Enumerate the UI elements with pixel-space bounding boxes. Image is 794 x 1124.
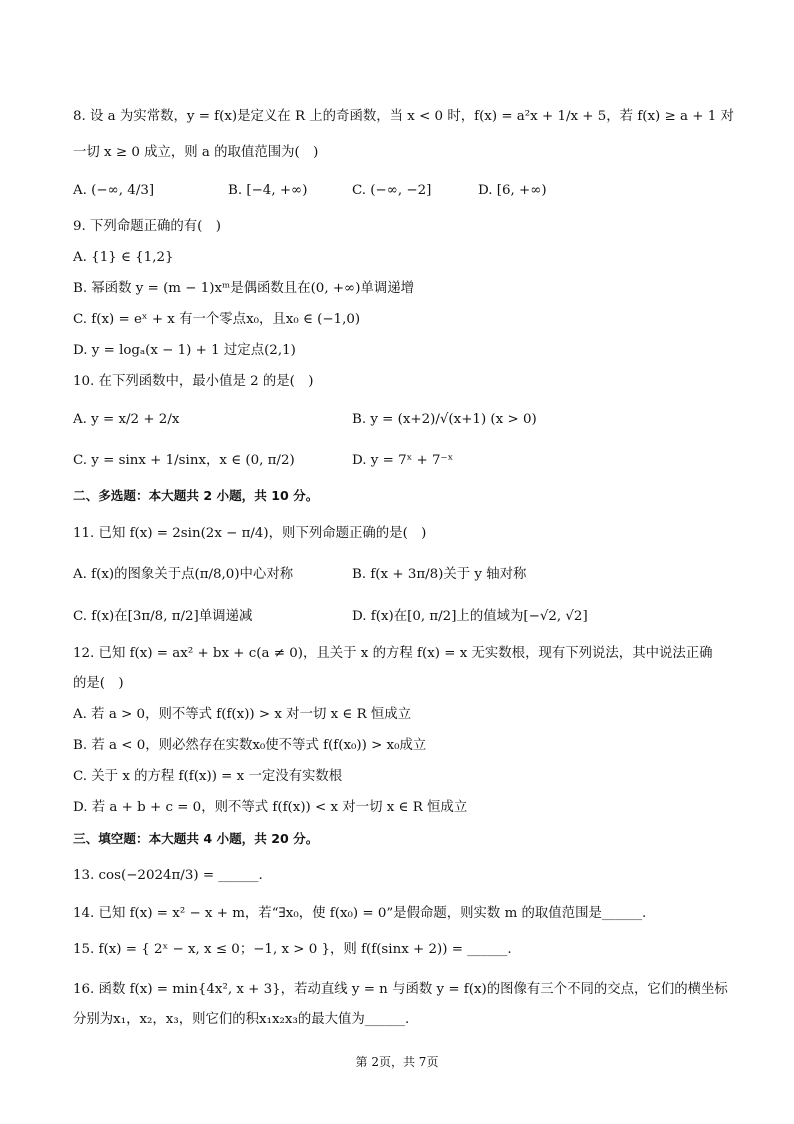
q10-option-a: A. y = x/2 + 2/x [73, 412, 180, 427]
q8-option-b: B. [−4, +∞) [228, 183, 308, 198]
q11-stem: 11. 已知 f(x) = 2sin(2x − π/4)，则下列命题正确的是( ) [73, 526, 427, 541]
q11-option-c: C. f(x)在[3π/8, π/2]单调递减 [73, 609, 253, 624]
q9-option-a: A. {1} ∈ {1,2} [73, 250, 174, 265]
q8-option-c: C. (−∞, −2] [352, 183, 432, 198]
q11-option-a: A. f(x)的图象关于点(π/8,0)中心对称 [73, 567, 294, 582]
q12-option-b: B. 若 a < 0，则必然存在实数x₀使不等式 f(f(x₀)) > x₀成立 [73, 738, 427, 753]
q8-option-a: A. (−∞, 4/3] [73, 183, 155, 198]
q8-stem-line2: 一切 x ≥ 0 成立，则 a 的取值范围为( ) [73, 145, 319, 160]
page-footer: 第 2页，共 7页 [355, 1055, 439, 1069]
q8-stem-line1: 8. 设 a 为实常数，y = f(x)是定义在 R 上的奇函数，当 x < 0 时，f(x) = a²x + 1/x + 5，若 f(x) ≥ a + 1 对 [73, 109, 734, 124]
section-3-heading: 三、填空题：本大题共 4 小题，共 20 分。 [73, 831, 319, 846]
q12-option-d: D. 若 a + b + c = 0，则不等式 f(f(x)) < x 对一切 x ∈ R 恒成立 [73, 800, 468, 815]
q12-option-c: C. 关于 x 的方程 f(f(x)) = x 一定没有实数根 [73, 769, 343, 784]
q9-option-b: B. 幂函数 y = (m − 1)xᵐ是偶函数且在(0, +∞)单调递增 [73, 281, 415, 296]
q8-option-d: D. [6, +∞) [478, 183, 547, 198]
q15: 15. f(x) = { 2ˣ − x, x ≤ 0；−1, x > 0 }，则 f(f(sinx + 2)) = ______. [73, 942, 512, 957]
q10-option-b: B. y = (x+2)/√(x+1) (x > 0) [352, 412, 537, 427]
q16-line2: 分别为x₁，x₂，x₃，则它们的积x₁x₂x₃的最大值为______. [73, 1012, 410, 1027]
q9-option-c: C. f(x) = eˣ + x 有一个零点x₀，且x₀ ∈ (−1,0) [73, 312, 361, 327]
q11-option-d: D. f(x)在[0, π/2]上的值域为[−√2, √2] [352, 609, 588, 624]
q12-stem-line1: 12. 已知 f(x) = ax² + bx + c(a ≠ 0)，且关于 x 的方程 f(x) = x 无实数根，现有下列说法，其中说法正确 [73, 646, 713, 661]
q11-option-b: B. f(x + 3π/8)关于 y 轴对称 [352, 567, 527, 582]
q13: 13. cos(−2024π/3) = ______. [73, 868, 263, 883]
q9-option-d: D. y = logₐ(x − 1) + 1 过定点(2,1) [73, 343, 296, 358]
q10-option-d: D. y = 7ˣ + 7⁻ˣ [352, 453, 454, 468]
q12-stem-line2: 的是( ) [73, 676, 124, 691]
q16-line1: 16. 函数 f(x) = min{4x², x + 3}，若动直线 y = n 与函数 y = f(x)的图像有三个不同的交点，它们的横坐标 [73, 982, 728, 997]
q10-stem: 10. 在下列函数中，最小值是 2 的是( ) [73, 374, 314, 389]
q9-stem: 9. 下列命题正确的有( ) [73, 219, 221, 234]
q12-option-a: A. 若 a > 0，则不等式 f(f(x)) > x 对一切 x ∈ R 恒成立 [73, 707, 412, 722]
q14: 14. 已知 f(x) = x² − x + m，若“∃x₀，使 f(x₀) = 0”是假命题，则实数 m 的取值范围是______. [73, 906, 647, 921]
section-2-heading: 二、多选题：本大题共 2 小题，共 10 分。 [73, 488, 319, 503]
q10-option-c: C. y = sinx + 1/sinx，x ∈ (0, π/2) [73, 453, 295, 468]
